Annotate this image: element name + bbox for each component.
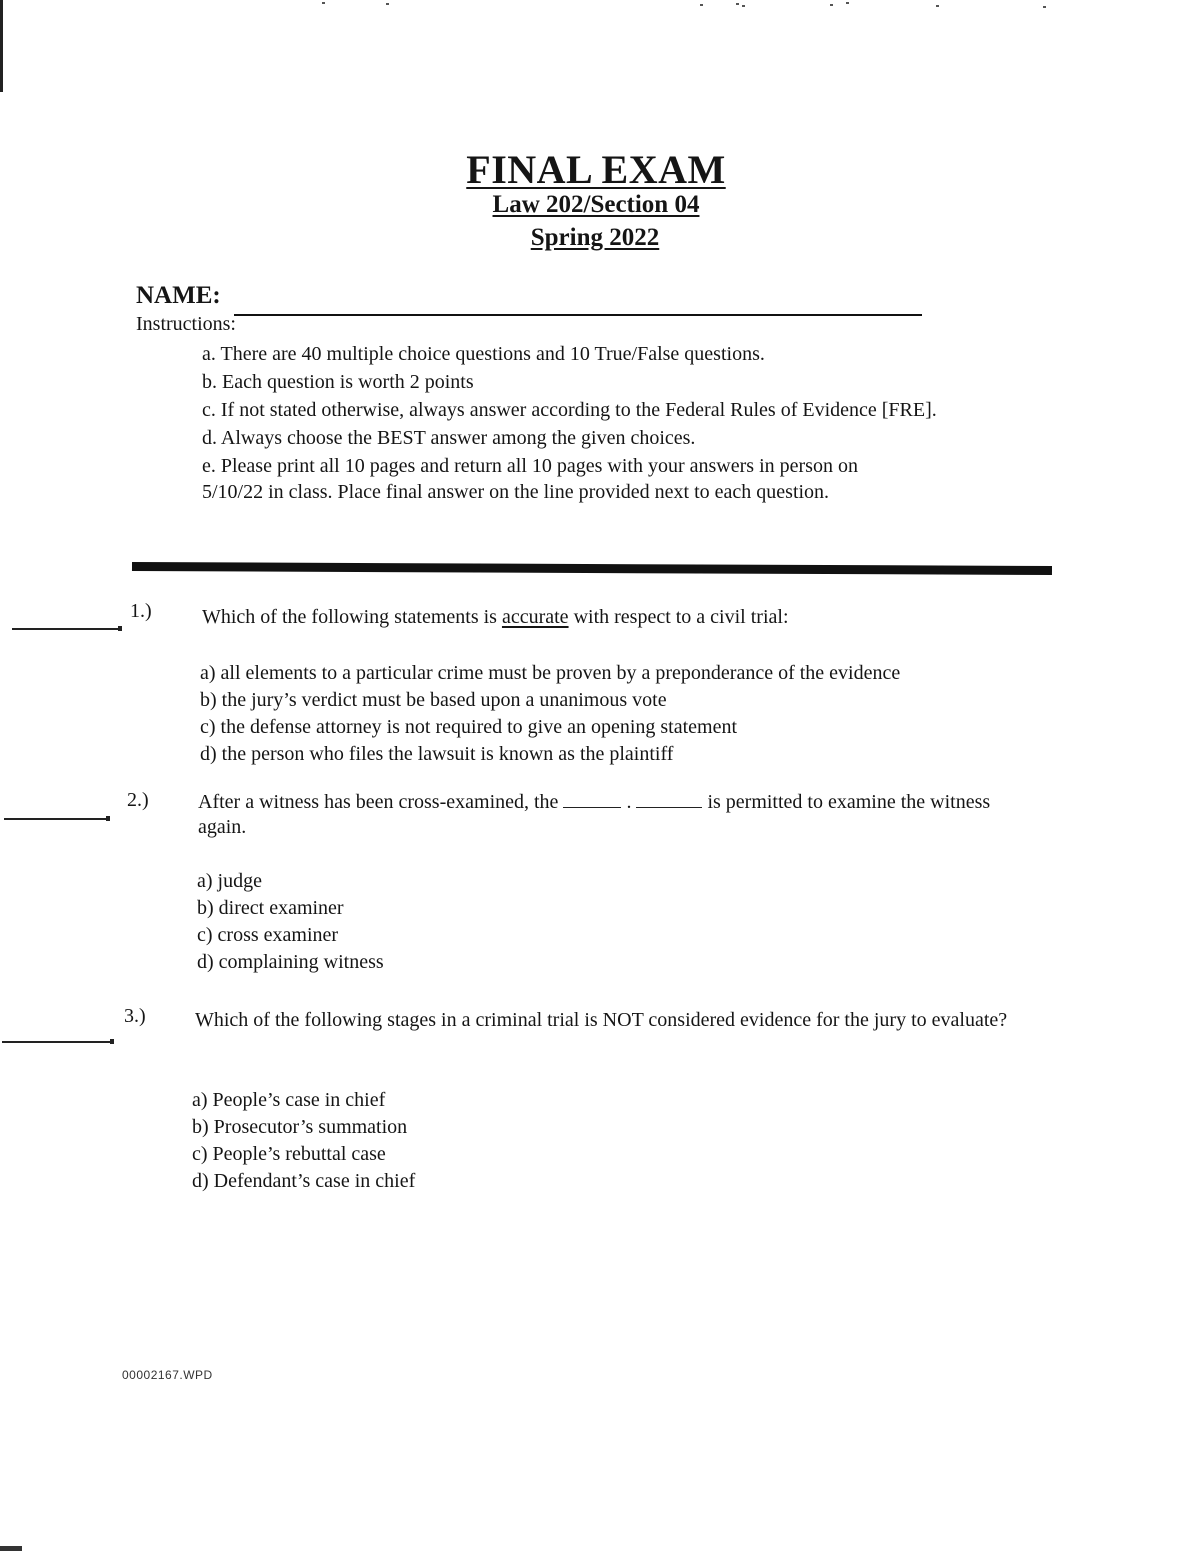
choice-list bbox=[200, 660, 900, 768]
instruction-item-continued: 5/10/22 in class. Place final answer on the line provided next to each question. bbox=[202, 481, 830, 503]
answer-line-q1[interactable] bbox=[12, 628, 120, 630]
instruction-item: d. Always choose the BEST answer among the given choices. bbox=[202, 427, 696, 449]
question-text-part: is permitted to examine the witness again. bbox=[198, 791, 991, 838]
choice-option: d) complaining witness bbox=[197, 951, 384, 973]
choice-option: c) the defense attorney is not required to give an opening statement bbox=[200, 716, 738, 738]
answer-line-q2[interactable] bbox=[4, 818, 108, 820]
choice-list bbox=[192, 1087, 415, 1195]
question-text-emphasis: accurate bbox=[501, 606, 569, 628]
answer-line-q3[interactable] bbox=[2, 1041, 112, 1043]
choice-option: c) cross examiner bbox=[197, 924, 339, 946]
question-text: After a witness has been cross-examined, the . is permitted to examine the witness again. bbox=[198, 791, 991, 838]
name-label: NAME: bbox=[136, 282, 221, 309]
choice-option: d) Defendant’s case in chief bbox=[192, 1170, 416, 1192]
course-heading: Law 202/Section 04 bbox=[492, 191, 700, 218]
choice-list bbox=[197, 868, 384, 976]
instructions-list bbox=[202, 341, 1022, 507]
instruction-item: b. Each question is worth 2 points bbox=[202, 371, 474, 393]
instructions-label: Instructions: bbox=[136, 313, 236, 335]
question-text: Which of the following stages in a criminal trial is NOT considered evidence for the jury to evaluate? bbox=[195, 1009, 1008, 1031]
choice-option: b) direct examiner bbox=[197, 897, 344, 919]
question-text bbox=[202, 605, 1062, 630]
section-divider bbox=[132, 562, 1052, 575]
choice-option: d) the person who files the lawsuit is known as the plaintiff bbox=[200, 743, 674, 765]
question-text-part: Which of the following statements is bbox=[202, 606, 502, 628]
choice-option: a) judge bbox=[197, 870, 262, 892]
instruction-item: e. Please print all 10 pages and return all 10 pages with your answers in person on bbox=[202, 455, 858, 477]
scan-edge-mark bbox=[0, 0, 3, 92]
question-text-part: After a witness has been cross-examined, the bbox=[198, 791, 559, 813]
fill-in-blank bbox=[636, 791, 702, 808]
term-heading: Spring 2022 bbox=[530, 224, 660, 251]
choice-option: a) People’s case in chief bbox=[192, 1089, 386, 1111]
name-field-line[interactable] bbox=[234, 314, 922, 316]
choice-option: a) all elements to a particular crime must be proven by a preponderance of the evidence bbox=[200, 662, 901, 684]
question-number: 3.) bbox=[124, 1005, 146, 1027]
document-code: 00002167.WPD bbox=[122, 1368, 213, 1382]
question-number: 1.) bbox=[130, 600, 152, 622]
instruction-item: a. There are 40 multiple choice questions and 10 True/False questions. bbox=[202, 343, 765, 365]
question-text-part: with respect to a civil trial: bbox=[568, 606, 789, 628]
question-number: 2.) bbox=[127, 789, 149, 811]
exam-title: FINAL EXAM bbox=[466, 147, 726, 192]
choice-option: b) the jury’s verdict must be based upon a unanimous vote bbox=[200, 689, 667, 711]
choice-option: c) People’s rebuttal case bbox=[192, 1143, 386, 1165]
fill-in-blank bbox=[563, 791, 621, 808]
instruction-item: c. If not stated otherwise, always answer according to the Federal Rules of Evidence [FRE]. bbox=[202, 399, 937, 421]
scan-foot-mark bbox=[0, 1546, 22, 1551]
choice-option: b) Prosecutor’s summation bbox=[192, 1116, 408, 1138]
scan-top-marks bbox=[0, 0, 1200, 12]
